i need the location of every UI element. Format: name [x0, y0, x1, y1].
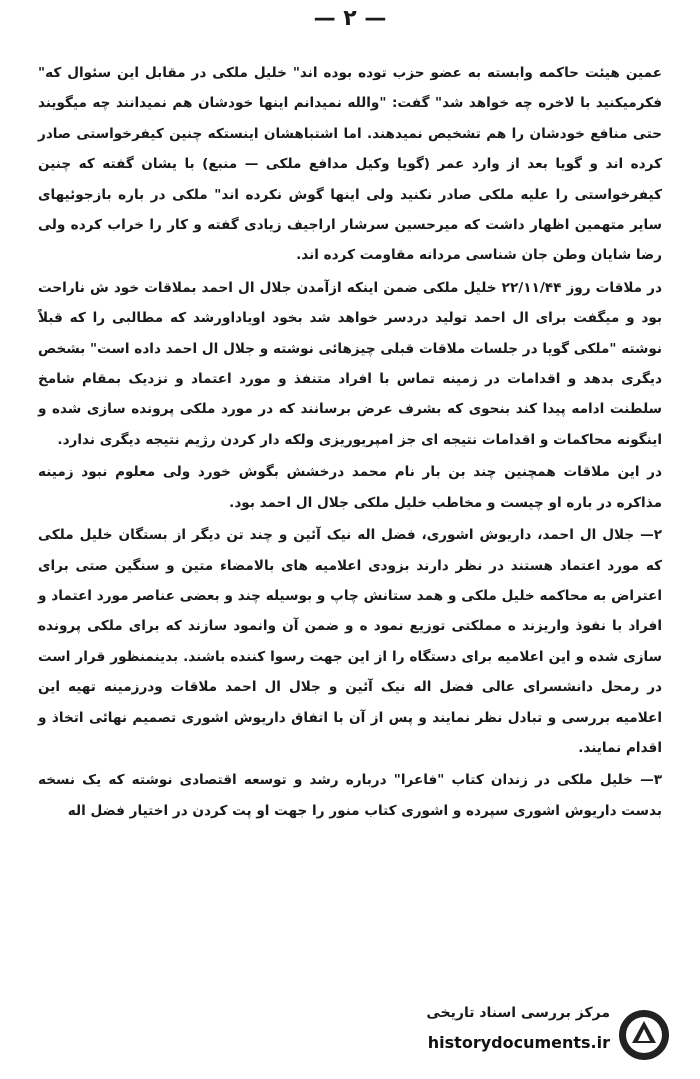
paragraph: ۲— جلال ال احمد، داریوش اشوری، فضل اله نیک آئین و چند تن دیگر از بستگان خلیل ملکی که مورد اعتماد هستند در نظر دارند بزودی اعلامیه های بالامضاء متین و سنگین صتی برای اعتراض به محاکمه خلیل ملکی و همد ستانش چاپ و بوسیله چند و بعضی عناصر مورد اعتماد و افراد با نفوذ واریزند ه مملکتی توزیع نمود ه و ضمن آن وانمود سازند که برای ملکی پرونده سازی شده و این اعلامیه برای دستگاه را از این جهت رسوا کننده باشند. بدینمنظور قرار است در رمحل دانشسرای عالی فضل اله نیک آئین و جلال ال احمد ملاقات ودرزمینه تهیه این اعلامیه بررسی و تبادل نظر نمایند و پس از آن با اتفاق داریوش اشوری تصمیم نهائی اتخاذ و اقدام نمایند.: [38, 527, 662, 756]
watermark: [426, 1003, 680, 1065]
history-documents-logo-icon: [616, 1007, 672, 1063]
document-body: [38, 58, 662, 826]
paragraph: ۳— خلیل ملکی در زندان کتاب "فاعرا" درباره رشد و توسعه اقتصادی نوشته که یک نسخه بدست داریوش اشوری سپرده و اشوری کتاب منور را جهت او پت کردن در اختیار فضل اله: [38, 772, 662, 819]
page-number: — ۲ —: [313, 6, 387, 31]
watermark-url: historydocuments.ir: [427, 1033, 610, 1052]
paragraph: در این ملاقات همچنین چند بن بار نام محمد درخشش بگوش خورد ولی معلوم نبود زمینه مذاکره در باره او چیست و مخاطب خلیل ملکی جلال ال احمد بود.: [38, 464, 662, 511]
watermark-text: مرکز بررسی اسناد تاریخی: [426, 1005, 610, 1021]
paragraph: در ملاقات روز ۲۲/۱۱/۴۴ خلیل ملکی ضمن اینکه ازآمدن جلال ال احمد بملاقات خود ش ناراحت بود و میگفت برای ال احمد تولید دردسر خواهد شد بخود اویاداورشد که مطالبی را که قبلاً نوشته "ملکی گویا در جلسات ملاقات قبلی چیزهائی نوشته و جلال ال احمد داده است" بشخص دیگری بدهد و اقدامات در زمینه تماس با افراد متنفذ و مورد اعتماد و نزدیک بمقام شامخ سلطنت ادامه پیدا کند بنحوی که بشرف عرض برسانند که در مورد ملکی پرونده سازی شده و اینگونه محاکمات و اقدامات نتیجه ای جز امپریوریزی ولکه دار کردن رژیم نتیجه دیگری ندارد.: [38, 279, 662, 448]
paragraph: عمین هیئت حاکمه وابسته به عضو حزب توده بوده اند" خلیل ملکی در مقابل این سئوال که" فکرمیکنید با لاخره چه خواهد شد" گفت: "والله نمیدانم اینها خودشان هم نمیدانند چه میگویند حتی منافع خودشان را هم تشخیص نمیدهند. اما اشتباهشان اینستکه چنین کیفرخواستی صادر کرده اند و گویا بعد از وارد عمر (گویا وکیل مدافع ملکی — منبع) با یشان گفته که چنین کیفرخواستی را علیه ملکی صادر نکنید ولی اینها گوش نکرده اند" ملکی در باره بازجوئیهای سایر متهمین اظهار داشت که میرحسین سرشار اراجیف زیادی گفته و کار را خراب کرده ولی رضا شایان وطن جان شناسی مردانه مقاومت کرده اند.: [38, 65, 662, 264]
